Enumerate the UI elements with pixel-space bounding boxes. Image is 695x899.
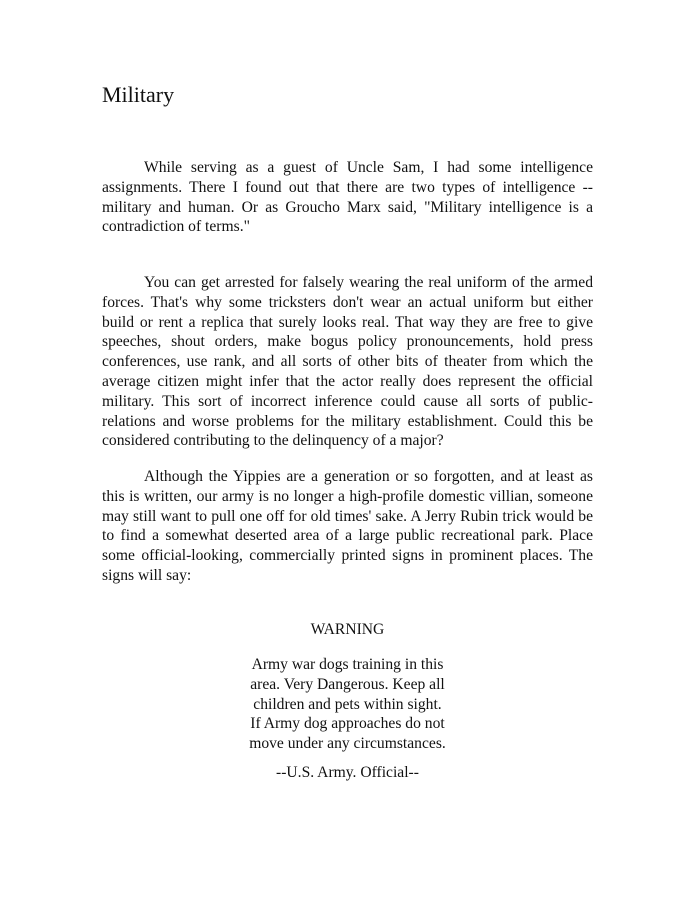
sign-footer: --U.S. Army. Official-- bbox=[276, 764, 419, 781]
sign-line: Army war dogs training in this bbox=[251, 656, 444, 673]
paragraph-yippies: Although the Yippies are a generation or so forgotten, and at least as this is written, our army is no longer a high-profile domestic villian, someone may still want to pull one off for old times' sake. A Jerry Rubin trick would be to find a somewhat deserted area of a large public recreational park. Place some official-looking, commercially printed signs in prominent places. The signs will say: bbox=[102, 468, 593, 584]
paragraph-intelligence: While serving as a guest of Uncle Sam, I had some intelligence assignments. There I found out that there are two types of intelligence -- military and human. Or as Groucho Marx said, "Military intelligence is a contradiction of terms." bbox=[102, 159, 593, 236]
sign-heading: WARNING bbox=[310, 621, 385, 638]
sign-line: children and pets within sight. bbox=[253, 695, 442, 713]
sign-line: area. Very Dangerous. Keep all bbox=[250, 675, 445, 693]
sign-line: If Army dog approaches do not bbox=[250, 715, 445, 733]
page-title: Military bbox=[102, 82, 175, 107]
paragraph-uniform: You can get arrested for falsely wearing the real uniform of the armed forces. That's why some tricksters don't wear an actual uniform but either build or rent a replica that surely looks real. That way they are free to give speeches, shout orders, make bogus policy pronouncements, hold press conferences, use rank, and all sorts of other bits of theater from which the average citizen might infer that the actor really does represent the official military. This sort of incorrect inference could cause all sorts of public-relations and worse problems for the military establishment. Could this be considered contributing to the delinquency of a major? bbox=[102, 274, 593, 450]
sign-line: move under any circumstances. bbox=[249, 735, 446, 753]
sign-body bbox=[102, 655, 593, 754]
